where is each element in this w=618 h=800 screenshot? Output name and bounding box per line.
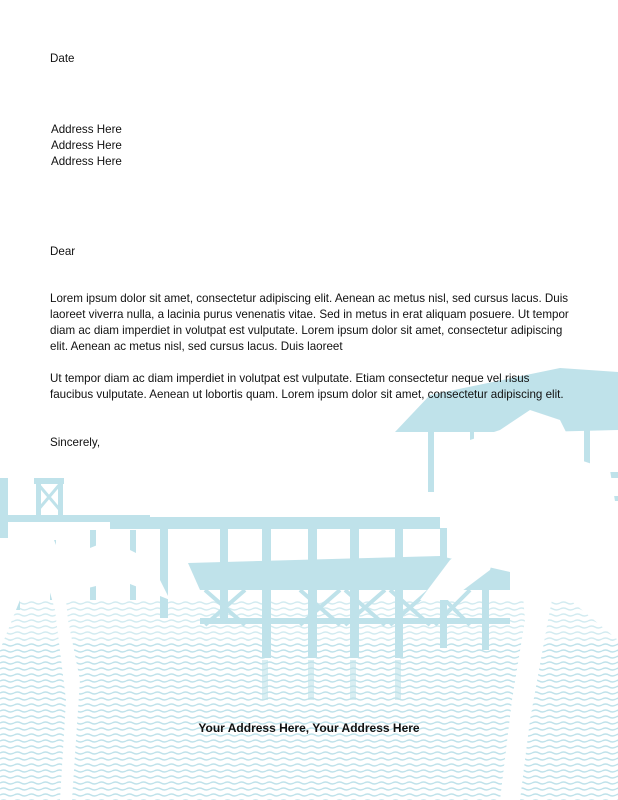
body-paragraph-1: Lorem ipsum dolor sit amet, consectetur adipiscing elit. Aenean ac metus nisl, sed cursus lacus. Duis laoreet viverra nulla, a lacinia purus venenatis vitae. Sed in metus in erat aliquam posuere. Ut tempor diam ac diam imperdiet in volutpat est vulputate. Lorem ipsum dolor sit amet, consectetur adipiscing elit. Aenean ac metus nisl, sed cursus lacus. Duis laoreet [50,292,569,353]
address-line-3: Address Here [51,155,122,168]
recipient-address [51,122,122,170]
address-line-2: Address Here [51,139,122,152]
body-paragraph-2: Ut tempor diam ac diam imperdiet in volutpat est vulputate. Etiam consectetur neque vel risus faucibus vulputate. Aenean ut lobortis quam. Lorem ipsum dolor sit amet, consectetur adipiscing elit. [50,372,564,401]
salutation: Dear [50,245,76,258]
address-line-1: Address Here [51,123,122,136]
closing: Sincerely, [50,436,101,449]
date-line: Date [50,52,75,65]
footer-address: Your Address Here, Your Address Here [198,721,420,735]
